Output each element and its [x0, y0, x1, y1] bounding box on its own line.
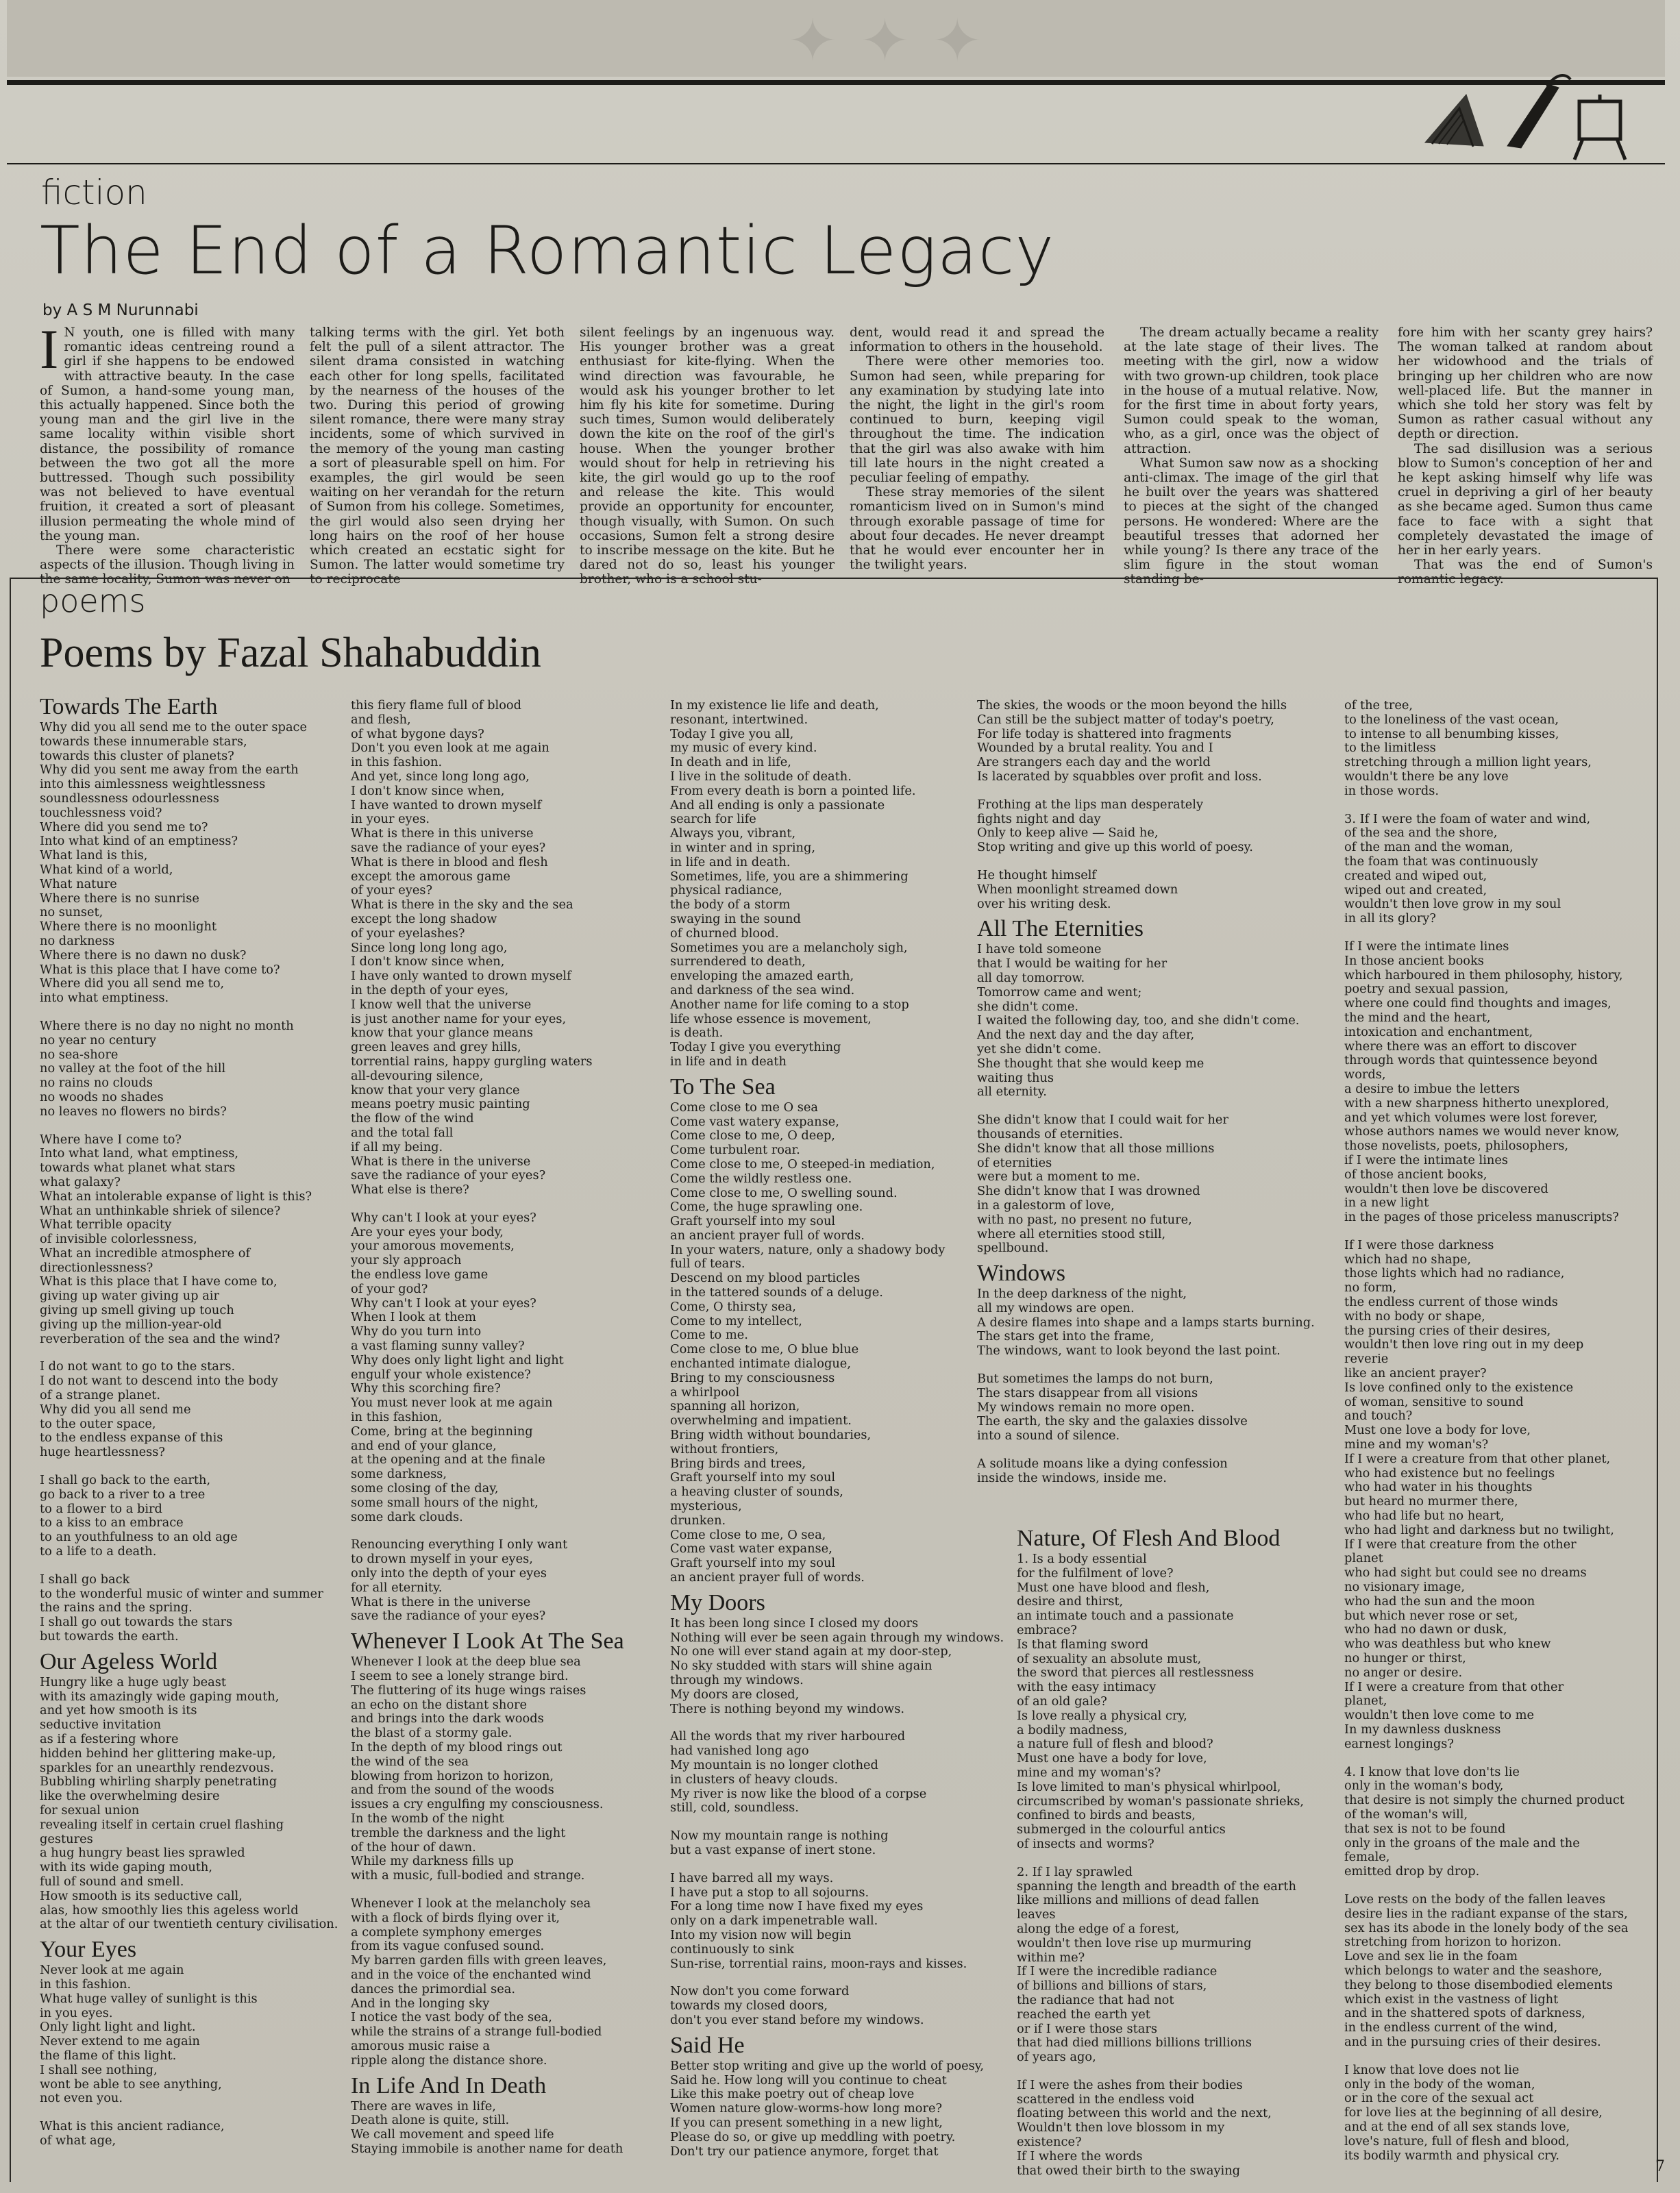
poem-stanza: Better stop writing and give up the world of poesy, Said he. How long will you continue to cheat Like this make poetry out of cheap love Women nature glow-worms-how long more? If you can present something in a new light, Please do so, or give up meddling with poetry. Don't try our patience anymore, forget that — [670, 2058, 985, 2159]
poem-stanza: 2. If I lay sprawled spanning the length and breadth of the earth like millions and millions of dead fallen leaves along the edge of a forest, wouldn't then love rise up murmuring within me? If I were the incredible radiance of billions and billions of stars, the radiance that had not reached the earth yet or if I were those stars that had died millions billions trillions of years ago, — [1017, 1864, 1296, 2065]
poem-stanza: 4. I know that love don'ts lie only in the woman's body, that desire is not simply the churned product of the woman's will, that sex is not to be found only in the groans of the male and the female, emitted drop by drop. — [1344, 1764, 1625, 1879]
poem-stanza: If I were those darkness which had no shape, those lights which had no radiance, no form, the endless current of those winds with no body or shape, the pursing cries of their desires, wouldn't then love ring out in my deep reverie like an ancient prayer? Is love confined only to the existence of woman, sensitive to sound and touch? Must one love a body for love, mine and my woman's? If I were a creature from that other planet, who had existence but no feelings who had water in his thoughts but heard no murmer there, who had life but no heart, who had light and darkness but no twilight, If I were that creature from the other planet who had sight but could see no dreams no visionary image, who had the sun and the moon but which never rose or set, who had no dawn or dusk, who was deathless but who knew no hunger or thirst, no anger or desire. If I were a creature from that other planet, wouldn't then love come to me In my dawnless duskness earnest longings? — [1344, 1237, 1614, 1751]
paragraph: silent feelings by an ingenuous way. His younger brother was a great enthusiast for kite-flying. When the wind direction was favourable, he would ask his younger brother to let him fly his kite for sometime. During such times, Sumon would deliberately down the kite on the roof of the girl's house. When the younger brother would shout for help in retrieving his kite, the girl would go up to the roof and release the kite. This would provide an opportunity for encounter, though visually, with Sumon. On such occasions, Sumon felt a strong desire to inscribe message on the kite. But he dared not do so, least his younger brother, who is a school stu- — [580, 325, 835, 587]
poem-heading: Whenever I Look At The Sea — [351, 1628, 624, 1655]
poem-stanza: I have told someone that I would be waiting for her all day tomorrow. Tomorrow came and went; she didn't come. I waited the following day, too, and she didn't come. And the next day and the day after, yet she didn't come. She thought that she would keep me waiting thus all eternity. — [977, 942, 1300, 1100]
poem-stanza: If I were the intimate lines In those ancient books which harboured in them philosophy, history, poetry and sexual passion, where one could find thoughts and images, the mind and the heart, intoxication and enchantment, where there was an effort to discover through words that quintessence beyond words, a desire to imbue the letters with a new sharpness hitherto unexplored, and yet which volumes were lost forever, whose authors names we would never know, those novelists, poets, philosophers, if I were the intimate lines of those ancient books, wouldn't then love be discovered in a new light in the pages of those priceless manuscripts? — [1344, 939, 1623, 1225]
poem-stanza: I do not want to go to the stars. I do not want to descend into the body of a strange planet. Why did you all send me to the outer space, to the endless expanse of this huge heartlessness? — [40, 1359, 278, 1460]
poem-stanza: It has been long since I closed my doors Nothing will ever be seen again through my windows. No one will ever stand again at my door-step, No sky studded with stars will shine again through my windows. My doors are closed, There is nothing beyond my windows. — [670, 1615, 1004, 1716]
poem-stanza: If I were the ashes from their bodies scattered in the endless void floating between this world and the next, Wouldn't then love blossom in my existence? If I where the words that owed their birth to the swaying — [1017, 2077, 1272, 2178]
poem-stanza: The skies, the woods or the moon beyond the hills Can still be the subject matter of today's poetry, For life today is shattered into fragments Wounded by a brutal reality. You and I Are strangers each day and the world Is lacerated by squabbles over profit and loss. — [977, 698, 1287, 784]
poem-column-3 — [670, 698, 1004, 2159]
poem-heading: Our Ageless World — [40, 1648, 218, 1674]
poem-stanza: He thought himself When moonlight streamed down over his writing desk. — [977, 867, 1178, 911]
poem-stanza: Where have I come to? Into what land, what emptiness, towards what planet what stars what galaxy? What an intolerable expanse of light is this? What an unthinkable shriek of silence? What terrible opacity of invisible colorlessness, What an incredible atmosphere of directionlessness? What is this place that I have come to, giving up water giving up air giving up smell giving up touch giving up the million-year-old reverberation of the sea and the wind? — [40, 1132, 312, 1346]
poem-heading: Windows — [977, 1261, 1065, 1287]
paragraph: The sad disillusion was a serious blow to Sumon's conception of her and he kept asking himself why life was cruel in depriving a girl of her beauty as she became aged. Sumon thus came face to face with a sight that completely devastated the image of her in her early years. — [1398, 441, 1653, 558]
poem-stanza: She didn't know that I could wait for her thousands of eternities. She didn't know that all those millions of eternities were but a moment to me. She didn't know that I was drowned in a galestorm of love, with no past, no present no future, where all eternities stood still, spellbound. — [977, 1113, 1228, 1256]
poem-stanza: I shall go back to the earth, go back to a river to a tree to a flower to a bird to a kiss to an embrace to an youthfulness to an old age to a life to a death. — [40, 1473, 238, 1559]
poem-heading: All The Eternities — [977, 916, 1144, 942]
poem-column-5 — [1344, 699, 1666, 2163]
poem-stanza: Come close to me O sea Come vast watery expanse, Come close to me, O deep, Come turbulent roar. Come close to me, O steeped-in mediation, Come the wildly restless one. Come close to me, O swelling sound. Come, the huge sprawling one. Graft yourself into my soul an ancient prayer full of words. In your waters, nature, only a shadowy body full of tears. Descend on my blood particles in the tattered sounds of a deluge. Come, O thirsty sea, Come to my intellect, Come to me. Come close to me, O blue blue enchanted intimate dialogue, Bring to my consciousness a whirlpool spanning all horizon, overwhelming and impatient. Bring width without boundaries, without frontiers, Bring birds and trees, Graft yourself into my soul a heaving cluster of sounds, mysterious, drunken. Come close to me, O sea, Come vast water expanse, Graft yourself into my soul an ancient prayer full of words. — [670, 1100, 946, 1585]
poem-stanza: Love rests on the body of the fallen leaves desire lies in the radiant expanse of the stars, sex has its abode in the lonely body of the sea stretching from horizon to horizon. Love and sex lie in the foam which belongs to water and the seashore, they belong to those disembodied elements which exist in the vastness of light and in the shattered spots of darkness, in the endless current of the wind, and in the pursuing cries of their desires. — [1344, 1892, 1629, 2049]
fiction-column-3 — [580, 325, 835, 587]
paragraph: These stray memories of the silent romanticism lived on in Sumon's mind through exorable passage of time for about four decades. He never dreampt that he would ever encounter her in the twilight years. — [850, 485, 1104, 573]
section-rule-thick — [7, 80, 1665, 85]
poem-stanza: All the words that my river harboured had vanished long ago My mountain is no longer clothed in clusters of heavy clouds. My river is now like the blood of a corpse still, cold, soundless. — [670, 1729, 927, 1816]
poem-stanza: In my existence lie life and death, resonant, intertwined. Today I give you all, my music of every kind. In death and in life, I live in the solitude of death. From every death is born a pointed life. And all ending is only a passionate search for life Always you, vibrant, in winter and in spring, in life and in death. Sometimes, life, you are a shimmering physical radiance, the body of a storm swaying in the sound of churned blood. Sometimes you are a melancholy sigh, surrendered to death, enveloping the amazed earth, and darkness of the sea wind. Another name for life coming to a stop life whose essence is movement, is death. Today I give you everything in life and in death — [670, 698, 916, 1069]
paragraph: That was the end of Sumon's romantic legacy. — [1398, 558, 1653, 587]
paragraph: dent, would read it and spread the information to others in the household. — [850, 325, 1104, 355]
byline: by A S M Nurunnabi — [42, 301, 199, 319]
poem-heading: Your Eyes — [40, 1937, 137, 1963]
poem-stanza: A solitude moans like a dying confession inside the windows, inside me. — [977, 1457, 1228, 1485]
section-rule-thin — [7, 163, 1665, 164]
poem-stanza: Whenever I look at the deep blue sea I seem to see a lonely strange bird. The fluttering of its huge wings raises an echo on the distant shore and brings into the dark woods the blast of a stormy gale. In the depth of my blood rings out the wind of the sea blowing from horizon to horizon, and from the sound of the woods issues a cry engulfing my consciousness. In the womb of the night tremble the darkness and the light of the hour of dawn. While my darkness fills up with a music, full-bodied and strange. — [351, 1655, 604, 1883]
page-number: 7 — [1655, 2158, 1665, 2175]
poem-heading: Nature, Of Flesh And Blood — [1017, 1526, 1281, 1551]
poem-stanza: But sometimes the lamps do not burn, The stars disappear from all visions My windows remain no more open. The earth, the sky and the galaxies dissolve into a sound of silence. — [977, 1372, 1248, 1444]
poem-stanza: Renouncing everything I only want to drown myself in your eyes, only into the depth of your eyes for all eternity. What is there in the universe save the radiance of your eyes? — [351, 1537, 568, 1624]
article-title: The End of a Romantic Legacy — [40, 212, 1055, 289]
drop-cap: I — [40, 318, 59, 380]
poem-stanza: I have barred all my ways. I have put a stop to all sojourns. For a long time now I have fixed my eyes only on a dark impenetrable wall. Into my vision now will begin continuously to sink Sun-rise, torrential rains, moon-rays and kisses. — [670, 1870, 967, 1971]
poem-column-2 — [351, 699, 666, 2157]
show-through-text: ✦ ✦ ✦ — [788, 8, 987, 74]
paragraph: The dream actually became a reality at the late stage of their lives. The meeting with the girl, now a widow with two grown-up children, took place in the house of a mutual relative. Now, for the first time in about forty years, Sumon could speak to the woman, who, as a girl, once was the object of attraction. — [1124, 325, 1379, 456]
section-kicker-fiction: fiction — [41, 173, 147, 212]
poem-stanza: 1. Is a body essential for the fulfilment of love? Must one have blood and flesh, desire and thirst, an intimate touch and a passionate embrace? Is that flaming sword of sexuality an absolute must, the sword that pierces all restlessness with the easy intimacy of an old gale? Is love really a physical cry, a bodily madness, a nature full of flesh and blood? Must one have a body for love, mine and my woman's? Is love limited to man's physical whirlpool, circumscribed by woman's passionate shrieks, confined to birds and beasts, submerged in the colourful antics of insects and worms? — [1017, 1552, 1305, 1851]
fiction-column-1 — [40, 318, 295, 587]
paragraph: N youth, one is filled with many romantic ideas centreing round a girl if she happens to be endowed with attractive beauty. In the case of Sumon, a hand-some young man, this actually happened. Since both the young man and the girl live in the same locality within visible short distance, the possibility of romance between the two got all the more buttressed. Though such possibility was not believed to have eventual fruition, it created a sort of pleasant illusion permeating the whole mind of the young man. — [40, 325, 295, 543]
fiction-column-6 — [1398, 325, 1653, 587]
poem-stanza: Now don't you come forward towards my closed doors, don't you ever stand before my windows. — [670, 1984, 924, 2027]
poem-stanza: I shall go back to the wonderful music of winter and summer the rains and the spring. I shall go out towards the stars but towards the earth. — [40, 1572, 323, 1644]
paragraph: What Sumon saw now as a shocking anti-climax. The image of the girl that he built over the years was shattered to pieces at the sight of the changed persons. He wondered: Where are the beautiful tresses that adorned her while young? Is there any trace of the slim figure in the stout woman standing be- — [1124, 456, 1379, 587]
poem-stanza: In the deep darkness of the night, all my windows are open. A desire flames into shape and a lamps starts burning. The stars get into the frame, The windows, want to look beyond the last point. — [977, 1287, 1315, 1359]
literature-illustration-icon — [1418, 67, 1658, 163]
poem-column-1 — [40, 693, 348, 2148]
poem-heading: To The Sea — [670, 1074, 776, 1100]
poem-stanza: of the tree, to the loneliness of the vast ocean, to intense to all benumbing kisses, to the limitless stretching through a million light years, wouldn't there be any love in those words. — [1344, 698, 1592, 798]
poem-stanza: Why can't I look at your eyes? Are your eyes your body, your amorous movements, your sly approach the endless love game of your god? Why can't I look at your eyes? When I look at them Why do you turn into a vast flaming sunny valley? Why does only light light and light engulf your whole existence? Why this scorching fire? You must never look at me again in this fashion, Come, bring at the beginning and end of your glance, at the opening and at the finale some darkness, some closing of the day, some small hours of the night, some dark clouds. — [351, 1210, 564, 1524]
poem-stanza: Now my mountain range is nothing but a vast expanse of inert stone. — [670, 1829, 889, 1857]
poem-stanza: I know that love does not lie only in the body of the woman, or in the core of the sexual act for love lies at the beginning of all desire, and at the end of all sex stands love, love's nature, full of flesh and blood, its bodily warmth and physical cry. — [1344, 2062, 1603, 2163]
poem-stanza: Whenever I look at the melancholy sea with a flock of birds flying over it, a complete symphony emerges from its vague confused sound. My barren garden fills with green leaves, and in the voice of the enchanted wind dances the primordial sea. And in the longing sky I notice the vast body of the sea, while the strains of a strange full-bodied amorous music raise a ripple along the distance shore. — [351, 1896, 607, 2068]
poem-heading: Towards The Earth — [40, 694, 218, 719]
poem-stanza: this fiery flame full of blood and flesh, of what bygone days? Don't you even look at me again in this fashion. And yet, since long long ago, I don't know since when, I have wanted to drown myself in your eyes. What is there in this universe save the radiance of your eyes? What is there in blood and flesh except the amorous game of your eyes? What is there in the sky and the sea except the long shadow of your eyelashes? Since long long long ago, I don't know since when, I have only wanted to drown myself in the depth of your eyes, I know well that the universe is just another name for your eyes, know that your glance means green leaves and grey hills, torrential rains, happy gurgling waters all-devouring silence, know that your very glance means poetry music painting the flow of the wind and the total fall if all my being. What is there in the universe save the radiance of your eyes? What else is there? — [351, 698, 593, 1198]
section-kicker-poems: poems — [40, 582, 146, 619]
poem-column-4-lower — [1017, 1525, 1346, 2178]
poems-title: Poems by Fazal Shahabuddin — [40, 630, 541, 676]
paragraph: There were some characteristic aspects of the illusion. Though living in the same locality, Sumon was never on — [40, 543, 295, 587]
poem-stanza: Frothing at the lips man desperately fights night and day Only to keep alive — Said he, Stop writing and give up this world of poesy. — [977, 797, 1253, 855]
poem-heading: My Doors — [670, 1589, 765, 1615]
poem-heading: Said He — [670, 2032, 745, 2058]
poem-stanza: There are waves in life, Death alone is quite, still. We call movement and speed life Staying immobile is another name for death — [351, 2098, 623, 2156]
poem-stanza: Never look at me again in this fashion. What huge valley of sunlight is this in you eyes. Only light light and light. Never extend to me again the flame of this light. I shall see nothing, wont be able to see anything, not even you. — [40, 1963, 258, 2106]
fiction-column-5 — [1124, 325, 1379, 587]
poem-heading: In Life And In Death — [351, 2072, 547, 2098]
poem-stanza: What is this ancient radiance, of what age, — [40, 2119, 225, 2148]
paragraph: talking terms with the girl. Yet both felt the pull of a silent attractor. The silent drama consisted in watching each other for long spells, facilitated by the nearness of the houses of the two. During this period of growing silent romance, there were many stray incidents, some of which survived in the memory of the young man casting a sort of pleasurable spell on him. For examples, the girl would be seen waiting on her verandah for the return of Sumon from his college. Sometimes, the girl would also seen drying her long hairs on the roof of her house which created an ecstatic sight for Sumon. The latter would sometime try to reciprocate — [310, 325, 565, 587]
poem-stanza: 3. If I were the foam of water and wind, of the sea and the shore, of the man and the woman, the foam that was continuously created and wiped out, wiped out and created, wouldn't then love grow in my soul in all its glory? — [1344, 811, 1591, 926]
poem-stanza: Where there is no day no night no month no year no century no sea-shore no valley at the foot of the hill no rains no clouds no woods no shades no leaves no flowers no birds? — [40, 1018, 294, 1119]
poem-stanza: Why did you all send me to the outer space towards these innumerable stars, towards this cluster of planets? Why did you sent me away from the earth into this aimlessness weightlessness soundlessness odourlessness touchlessness void? Where did you send me to? Into what kind of an emptiness? What land is this, What kind of a world, What nature Where there is no sunrise no sunset, Where there is no moonlight no darkness Where there is no dawn no dusk? What is this place that I have come to? Where did you all send me to, into what emptiness. — [40, 720, 308, 1006]
fiction-column-2 — [310, 325, 565, 587]
fiction-column-4 — [850, 325, 1104, 572]
poem-column-4 — [977, 699, 1333, 1486]
paragraph: fore him with her scanty grey hairs? The woman talked at random about her widowhood and the trials of bringing up her children who are now well-placed life. But the manner in which she told her story was felt by Sumon as rather casual without any depth or direction. — [1398, 325, 1653, 442]
poem-stanza: Hungry like a huge ugly beast with its amazingly wide gaping mouth, and yet how smooth is its seductive invitation as if a festering whore hidden behind her glittering make-up, sparkles for an unearthly rendezvous. Bubbling whirling sharply penetrating like the overwhelming desire for sexual union revealing itself in certain cruel flashing gestures a hug hungry beast lies sprawled with its wide gaping mouth, full of sound and smell. How smooth is its seductive call, alas, how smoothly lies this ageless world at the altar of our twentieth century civilisation. — [40, 1674, 338, 1932]
paragraph: There were other memories too. Sumon had seen, while preparing for any examination by studying late into the night, the light in the girl's room continued to burn, keeping vigil throughout the time. The indication that the girl was also awake with him till late hours in the night created a peculiar feeling of empathy. — [850, 354, 1104, 486]
